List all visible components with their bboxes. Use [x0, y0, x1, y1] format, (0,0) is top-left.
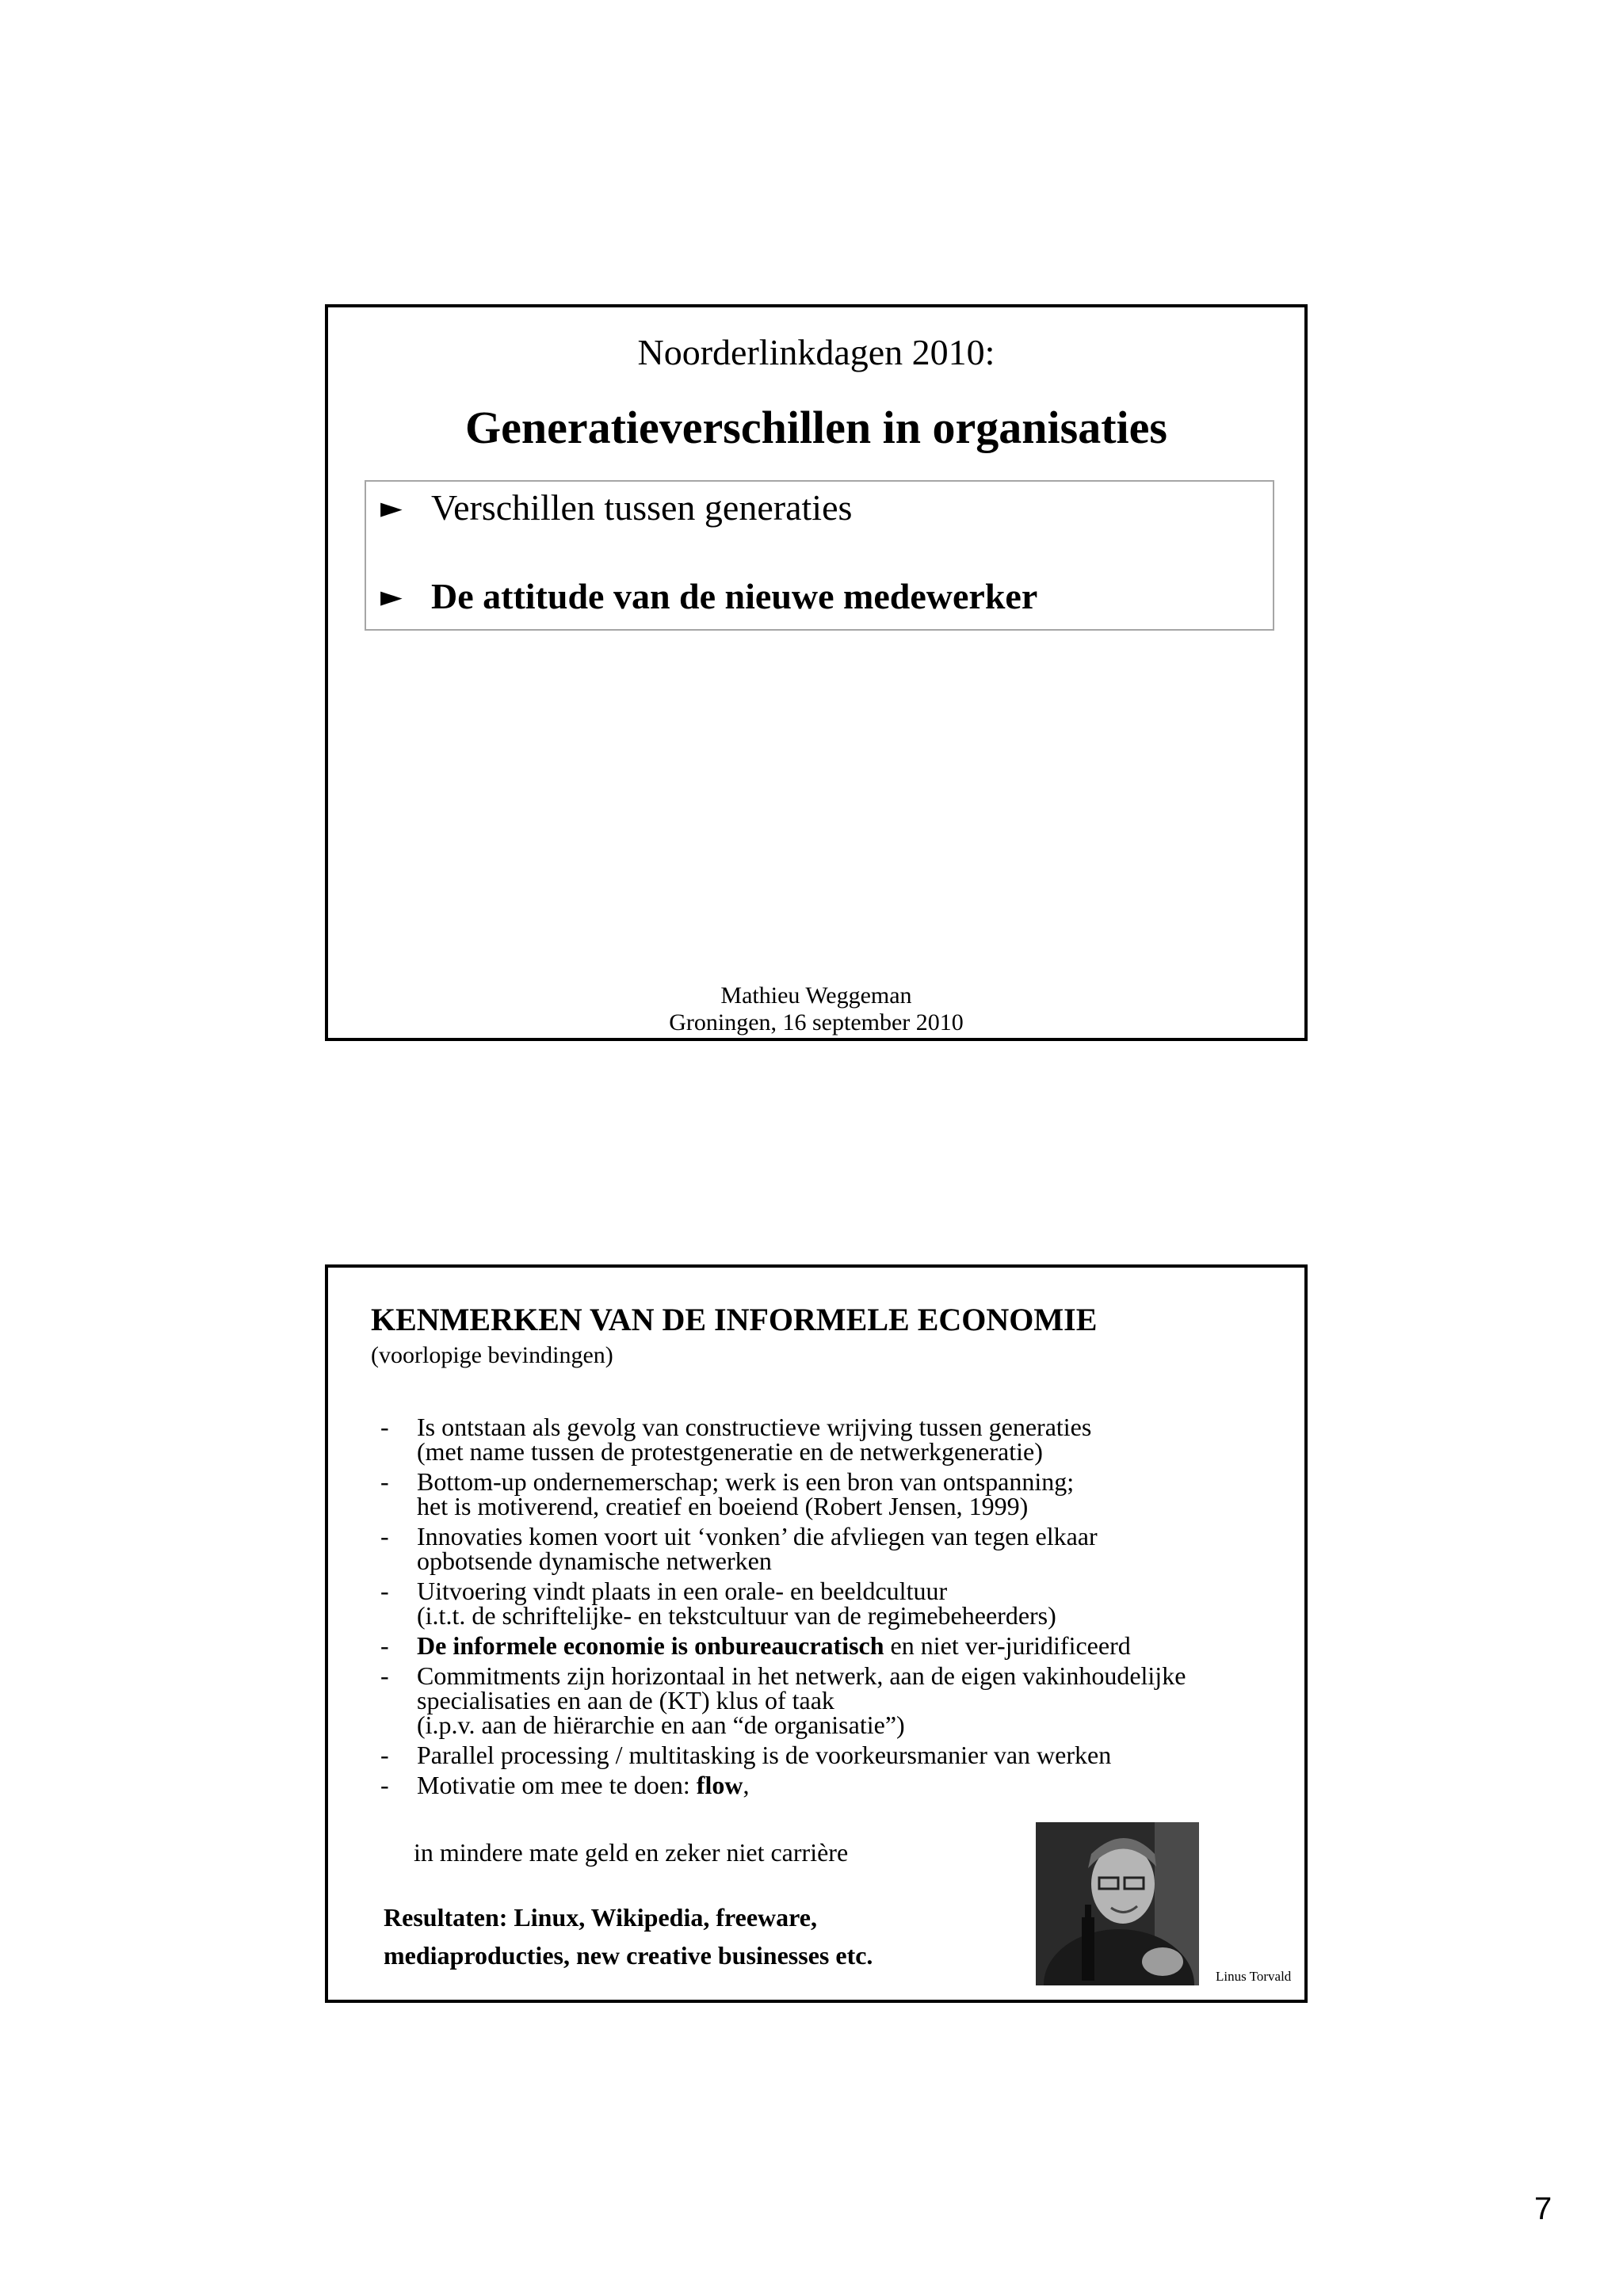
agenda-item-active — [380, 575, 1037, 617]
portrait-photo — [1036, 1822, 1199, 1985]
dash-bullet: - — [380, 1413, 389, 1441]
dash-bullet: - — [380, 1577, 389, 1605]
agenda-item-label: De attitude van de nieuwe medewerker — [431, 576, 1038, 616]
author-name: Mathieu Weggeman — [720, 982, 912, 1009]
dash-bullet: - — [380, 1467, 389, 1496]
motivation-continuation: in mindere mate geld en zeker niet carrière — [414, 1838, 849, 1867]
dash-bullet: - — [380, 1631, 389, 1660]
slide-heading: KENMERKEN VAN DE INFORMELE ECONOMIE — [371, 1302, 1098, 1337]
slide-content — [325, 1264, 1308, 2003]
list-item: - Is ontstaan als gevolg van constructieve wrijving tussen generaties (met name tussen de protestgeneratie en de netwerkgeneratie) — [380, 1413, 1092, 1466]
presentation-title: Generatieverschillen in organisaties — [465, 402, 1167, 453]
agenda-item — [380, 486, 852, 528]
list-item: - Uitvoering vindt plaats in een orale- en beeldcultuur (i.t.t. de schriftelijke- en tekstcultuur van de regimebeheerders) — [380, 1577, 1056, 1630]
list-item: - Commitments zijn horizontaal in het netwerk, aan de eigen vakinhoudelijke specialisaties en aan de (KT) klus of taak (i.p.v. aan de hiërarchie en aan “de organisatie”) — [380, 1661, 1186, 1739]
agenda-box — [365, 480, 1274, 631]
dash-bullet: - — [380, 1661, 389, 1690]
list-item: - Parallel processing / multitasking is de voorkeursmanier van werken — [380, 1741, 1112, 1769]
list-item: - Innovaties komen voort uit ‘vonken’ die afvliegen van tegen elkaar opbotsende dynamische netwerken — [380, 1522, 1098, 1575]
triangle-bullet-icon: ► — [380, 492, 403, 524]
agenda-item-label: Verschillen tussen generaties — [431, 487, 853, 528]
page-number: 7 — [1534, 2191, 1552, 2226]
dash-bullet: - — [380, 1771, 389, 1799]
list-item: - Bottom-up ondernemerschap; werk is een bron van ontspanning; het is motiverend, creatief en boeiend (Robert Jensen, 1999) — [380, 1467, 1075, 1520]
location-date: Groningen, 16 september 2010 — [669, 1009, 964, 1035]
event-name: Noorderlinkdagen 2010: — [637, 332, 995, 372]
triangle-bullet-icon: ► — [380, 581, 403, 613]
slide-subheading: (voorlopige bevindingen) — [371, 1342, 613, 1368]
dash-bullet: - — [380, 1741, 389, 1769]
characteristics-list — [380, 1415, 1284, 1803]
photo-caption: Linus Torvald — [1216, 1969, 1292, 1984]
results-text: Resultaten: Linux, Wikipedia, freeware, mediaproducties, new creative businesses etc. — [384, 1903, 873, 1970]
slide-title — [325, 304, 1308, 1041]
dash-bullet: - — [380, 1522, 389, 1550]
list-item: - Motivatie om mee te doen: flow, — [380, 1771, 750, 1799]
list-item: - De informele economie is onbureaucratisch en niet ver-juridificeerd — [380, 1631, 1131, 1660]
